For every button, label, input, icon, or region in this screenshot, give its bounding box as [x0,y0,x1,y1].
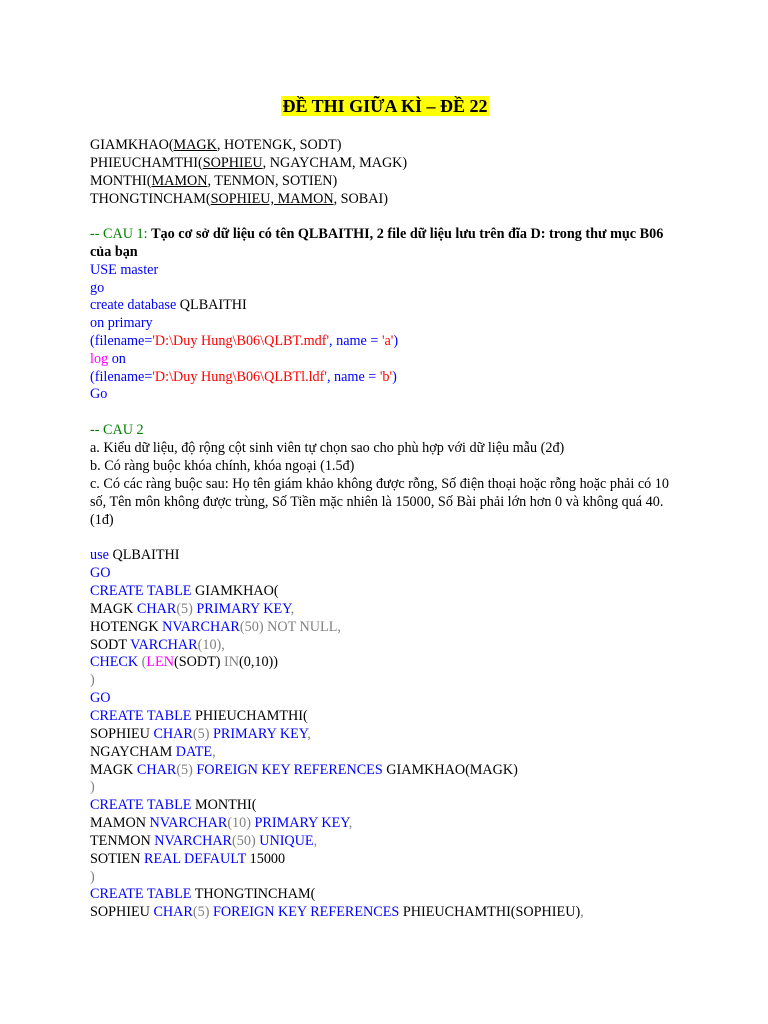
code-log-on [90,350,126,368]
punctuation: , [212,744,216,760]
keyword: FOREIGN KEY REFERENCES [212,904,400,920]
keyword: NVARCHAR [149,815,228,831]
schema-giamkhao [90,136,341,154]
keyword: CREATE TABLE [90,708,192,724]
code-col-mamon [90,814,352,832]
keyword: REAL DEFAULT [144,851,247,867]
schema-phieuchamthi [90,154,407,172]
keyword: , name = [326,369,380,385]
relation-name: PHIEUCHAMTHI( [90,155,203,171]
type-size: (5) [192,904,213,920]
code-create-giamkhao [90,582,279,600]
keyword: DATE [175,744,213,760]
keyword: use [90,547,109,563]
function: LEN [146,654,174,670]
keyword: create database [90,297,177,313]
keyword: log [90,351,109,367]
keyword: CHECK [90,654,139,670]
keyword: , name = [329,333,382,349]
keyword: IN [224,654,239,670]
code-create-database [90,296,247,314]
keyword: VARCHAR [130,637,198,653]
code-col-tenmon [90,832,317,850]
primary-key: SOPHIEU [202,155,263,171]
code-use-db [90,546,179,564]
code-col-magk-fk [90,761,518,779]
code-go: go [90,280,105,296]
column-name: MAGK [90,762,137,778]
punctuation: , [307,726,311,742]
punctuation: ) [392,369,397,385]
primary-key: MAMON [151,173,208,189]
keyword: CHAR [153,904,193,920]
identifier: THONGTINCHAM( [191,886,316,902]
keyword: PRIMARY KEY [196,601,291,617]
type-size: (5) [176,601,197,617]
keyword: FOREIGN KEY REFERENCES [196,762,383,778]
keyword: CHAR [136,601,177,617]
schema-thongtincham [90,190,388,208]
code-close-paren-1: ) [90,672,95,688]
keyword: (filename= [90,369,153,385]
identifier: (0,10)) [239,654,279,670]
code-col-sophieu-fk [90,903,584,921]
column-name: NGAYCHAM [90,744,176,760]
cau2-item-a: a. Kiểu dữ liệu, độ rộng cột sinh viên tự chọn sao cho phù hợp với dữ liệu mẫu (2đ) [90,440,565,456]
question-label: -- CAU 1: [90,226,152,242]
type-size: (10) [227,815,255,831]
attributes: , NGAYCHAM, MAGK) [262,155,408,171]
keyword: (filename= [90,333,153,349]
code-col-hotengk [90,618,341,636]
code-use-master: USE master [90,262,159,278]
keyword: PRIMARY KEY [212,726,308,742]
identifier: PHIEUCHAMTHI(SOPHIEU) [399,904,581,920]
document-title [90,95,680,117]
identifier: PHIEUCHAMTHI( [191,708,308,724]
column-name: SOTIEN [90,851,144,867]
code-create-phieuchamthi [90,707,308,725]
code-create-monthi [90,796,256,814]
punctuation: , [337,619,341,635]
identifier: (SODT) [173,654,225,670]
code-on-primary: on primary [90,315,153,331]
primary-key: MAGK [173,137,217,153]
identifier: GIAMKHAO(MAGK) [382,762,518,778]
code-col-sophieu [90,725,311,743]
cau2-label: -- CAU 2 [90,422,144,438]
title-text: ĐỀ THI GIỮA KÌ – ĐỀ 22 [282,96,488,116]
identifier: QLBAITHI [176,297,247,313]
type-size: (5) [176,762,197,778]
keyword: UNIQUE [259,833,314,849]
relation-name: GIAMKHAO( [90,137,174,153]
type-size: (5) [192,726,213,742]
column-name: MAGK [90,601,137,617]
identifier: MONTHI( [191,797,257,813]
code-close-paren-2: ) [90,779,95,795]
identifier: GIAMKHAO( [191,583,279,599]
relation-name: MONTHI( [90,173,152,189]
code-file1 [90,332,398,350]
code-go-4: GO [90,690,111,706]
code-go-3: GO [90,565,111,581]
punctuation: , [580,904,584,920]
cau2-item-b: b. Có ràng buộc khóa chính, khóa ngoại (1.5đ) [90,458,355,474]
keyword: CHAR [136,762,177,778]
punctuation: , [290,601,295,617]
column-name: SOPHIEU [90,726,154,742]
punctuation: , [348,815,353,831]
column-name: TENMON [90,833,155,849]
code-go-2: Go [90,386,108,402]
literal: 15000 [246,851,286,867]
code-col-ngaycham [90,743,216,761]
keyword: NOT NULL [267,619,338,635]
keyword: NVARCHAR [162,619,240,635]
punctuation: , [313,833,318,849]
code-close-paren-3: ) [90,869,95,885]
keyword: NVARCHAR [154,833,233,849]
code-col-magk [90,600,294,618]
column-name: HOTENGK [90,619,163,635]
column-name: MAMON [90,815,150,831]
attributes: , TENMON, SOTIEN) [207,173,338,189]
punctuation: ) [393,333,399,349]
question-text: Tạo cơ sở dữ liệu có tên QLBAITHI, 2 file dữ liệu lưu trên đĩa D: trong thư mục B06 của bạn [90,226,664,260]
column-name: SOPHIEU [90,904,154,920]
cau1-question [90,225,678,261]
schema-monthi [90,172,337,190]
string-literal: 'b' [379,369,393,385]
code-create-thongtincham [90,885,315,903]
code-col-sodt [90,636,225,654]
code-check [90,653,278,671]
string-literal: 'D:\Duy Hung\B06\QLBTl.ldf' [152,369,327,385]
punctuation: ( [138,654,147,670]
code-col-sotien [90,850,285,868]
identifier: QLBAITHI [108,547,180,563]
code-file2 [90,368,397,386]
keyword: PRIMARY KEY [254,815,349,831]
type-size: (10) [197,637,222,653]
keyword: on [108,351,126,367]
column-name: SODT [90,637,131,653]
keyword: CREATE TABLE [90,797,192,813]
relation-name: THONGTINCHAM( [90,191,211,207]
type-size: (50) [232,833,260,849]
cau2-item-c: c. Có các ràng buộc sau: Họ tên giám khảo không được rỗng, Số điện thoại hoặc rỗng hoặc phải có 10 số, Tên môn không được trùng, Số Tiền mặc nhiên là 15000, Số Bài phải lớn hơn 0 và không quá 40. (1đ) [90,476,669,528]
string-literal: 'D:\Duy Hung\B06\QLBT.mdf' [152,333,330,349]
keyword: CREATE TABLE [90,583,192,599]
primary-key: SOPHIEU, MAMON [210,191,334,207]
type-size: (50) [239,619,268,635]
string-literal: 'a' [381,333,394,349]
attributes: , HOTENGK, SODT) [216,137,342,153]
punctuation: , [221,637,225,653]
keyword: CHAR [153,726,193,742]
keyword: CREATE TABLE [90,886,192,902]
attributes: , SOBAI) [333,191,388,207]
